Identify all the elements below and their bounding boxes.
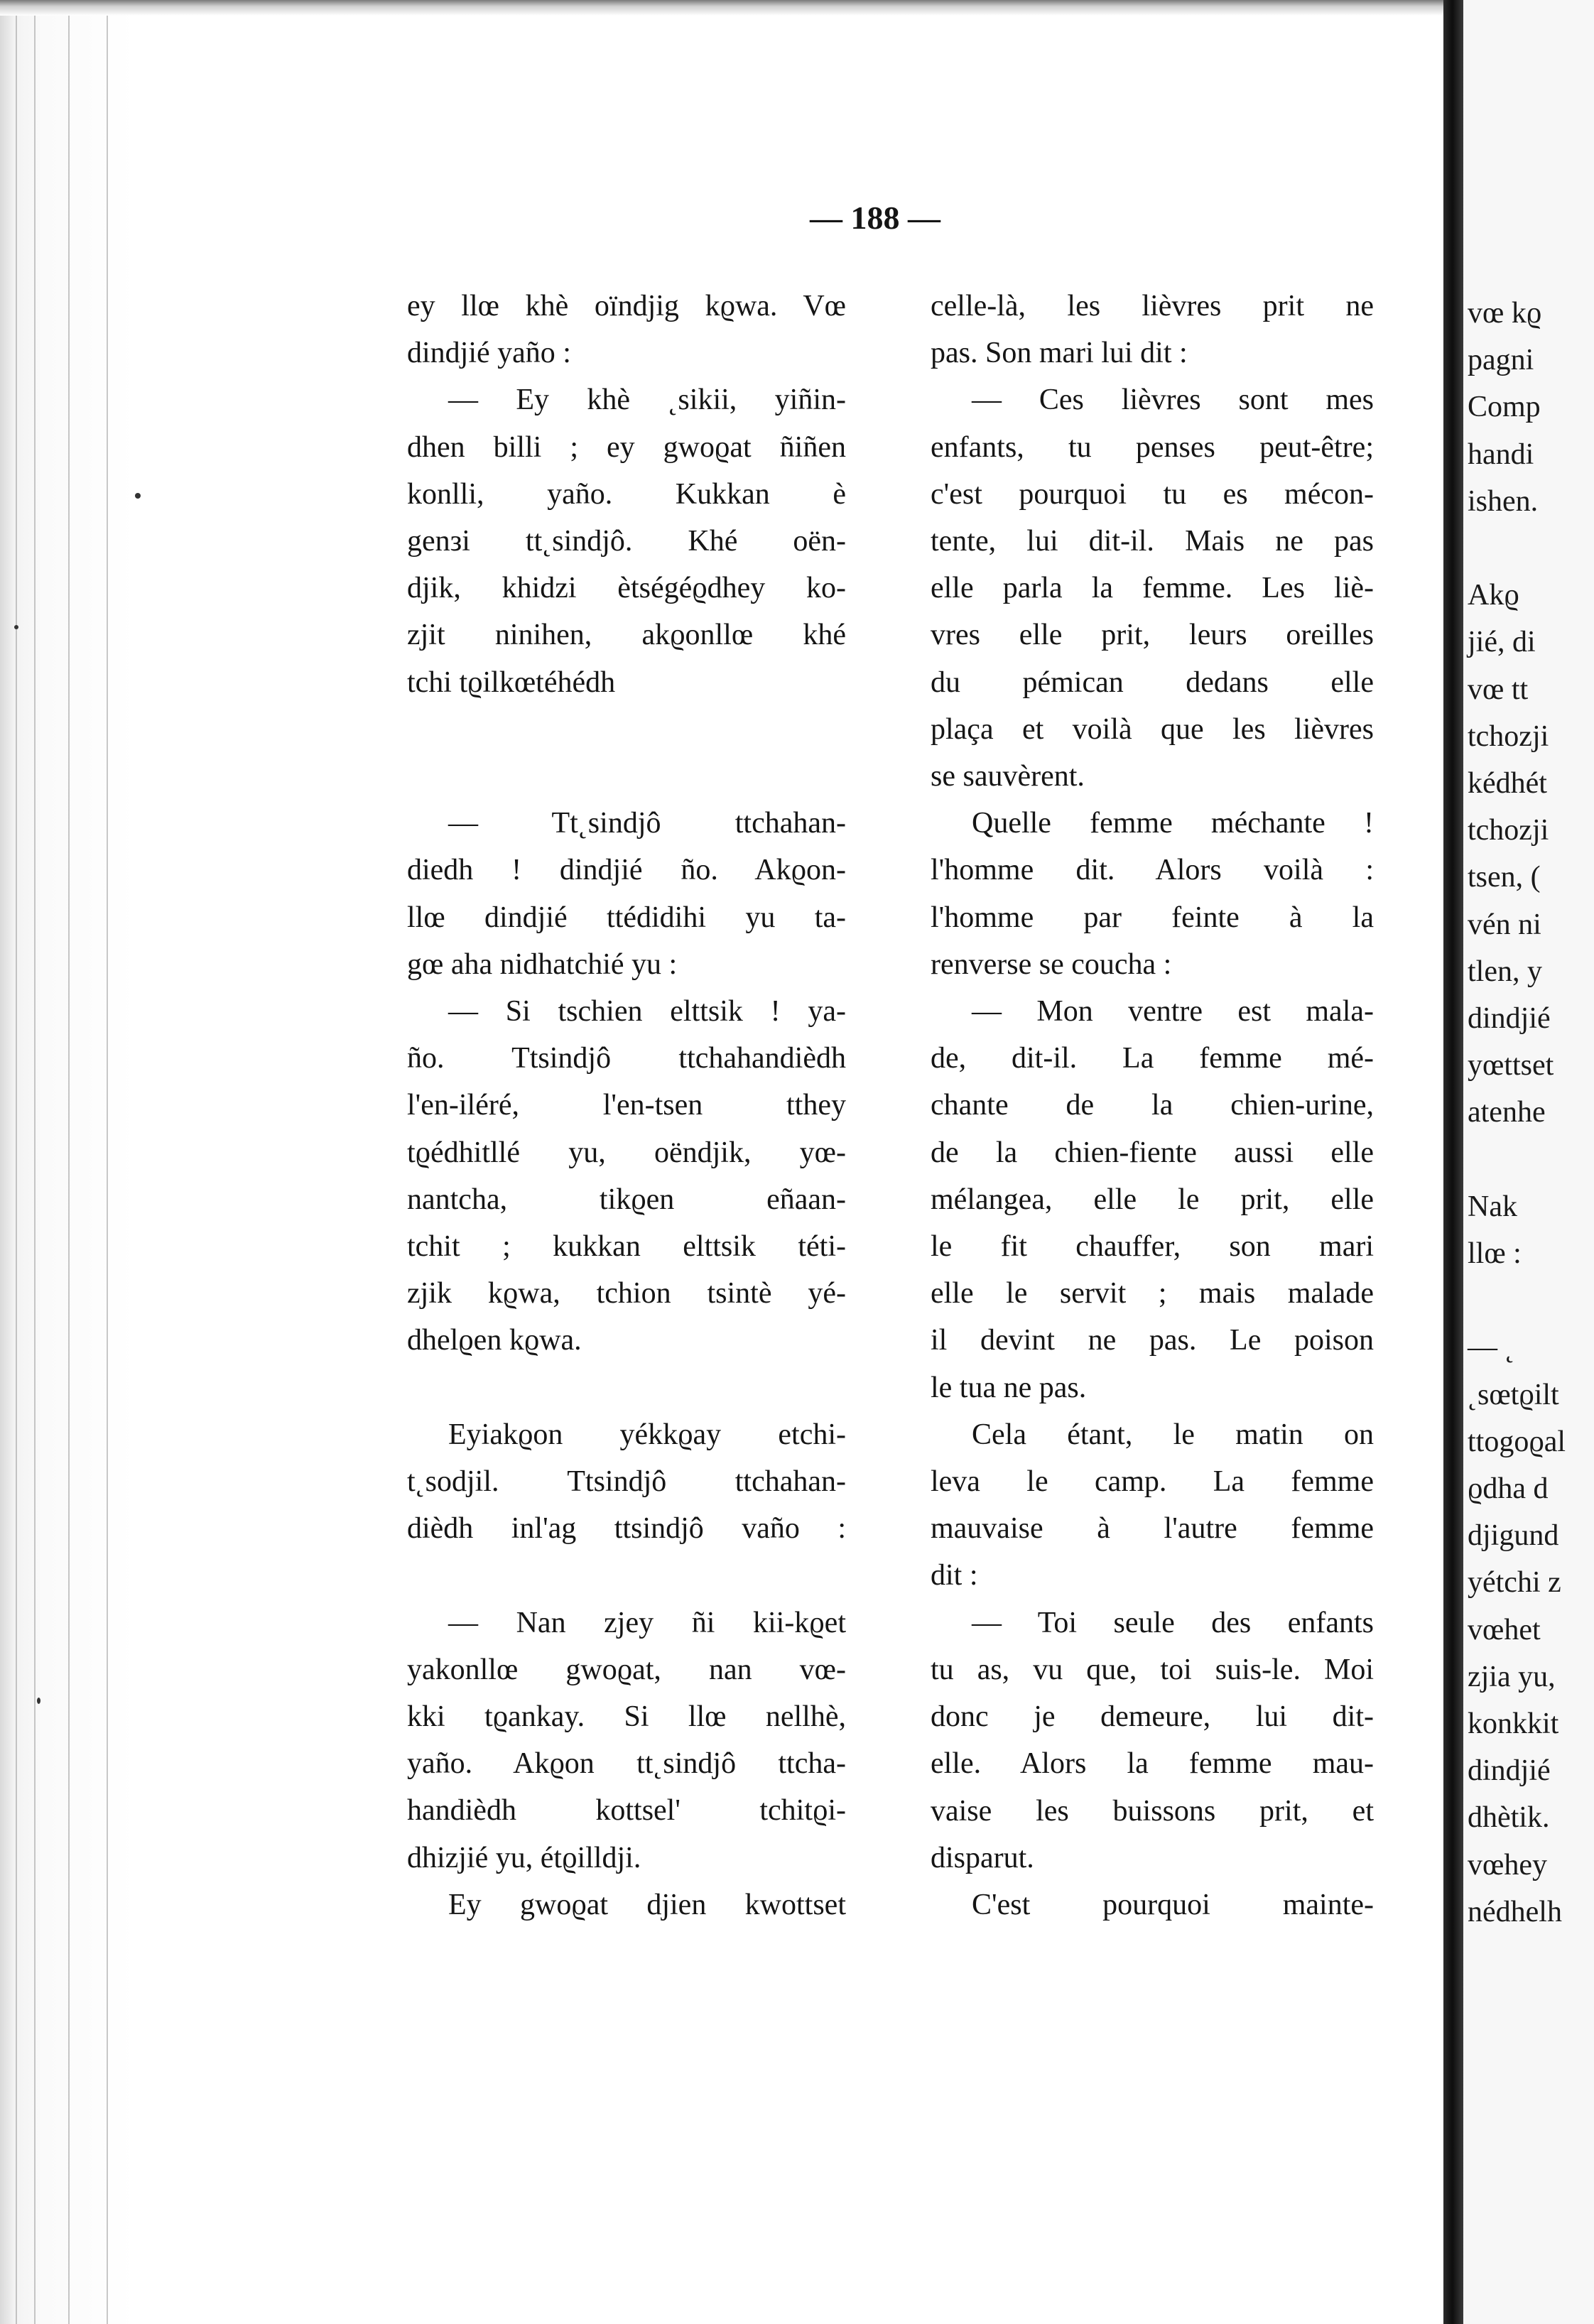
book-binding xyxy=(1443,0,1463,2324)
facing-page-line: Akϱ xyxy=(1468,579,1519,612)
text-line: mauvaise à l'autre femme xyxy=(931,1512,1374,1546)
text-line: du pémican dedans elle xyxy=(931,666,1374,699)
paper-speck xyxy=(37,1698,40,1704)
text-line: konlli, yaño. Kukkan è xyxy=(407,477,846,511)
text-line: genᴈi tt˛sindjô. Khé oën- xyxy=(407,525,846,558)
text-line: ey llœ khè oïndjig kϱwa. Vœ xyxy=(407,290,846,322)
facing-page-line: nédhelh xyxy=(1468,1895,1562,1928)
facing-page-line: ˛sœtϱilt xyxy=(1468,1378,1559,1411)
text-line: mélangea, elle le prit, elle xyxy=(931,1183,1374,1216)
text-line: zjit ninihen, akϱonllœ khé xyxy=(407,619,846,652)
text-line: plaça et voilà que les lièvres xyxy=(931,712,1374,746)
text-line: Ey gwoϱat djien kwottset xyxy=(448,1888,846,1921)
text-line: vaise les buissons prit, et xyxy=(931,1794,1374,1828)
text-line: de, dit-il. La femme mé- xyxy=(931,1042,1374,1075)
text-line: — Mon ventre est mala- xyxy=(972,995,1374,1028)
text-line: donc je demeure, lui dit- xyxy=(931,1700,1374,1734)
text-line: Cela étant, le matin on xyxy=(972,1418,1374,1451)
facing-page-line: vœ kϱ xyxy=(1468,297,1542,330)
facing-page-line: tchozji xyxy=(1468,720,1549,753)
facing-page-line: llœ : xyxy=(1468,1237,1522,1270)
text-line: disparut. xyxy=(931,1841,1034,1874)
facing-page-line: pagni xyxy=(1468,344,1534,377)
text-line: l'en-iléré, l'en-tsen tthey xyxy=(407,1089,846,1122)
text-line: dit : xyxy=(931,1559,978,1592)
text-line: zjik kϱwa, tchion tsintè yé- xyxy=(407,1277,846,1310)
text-line: il devint ne pas. Le poison xyxy=(931,1324,1374,1357)
text-line: de la chien-fiente aussi elle xyxy=(931,1136,1374,1169)
facing-page-line: ttogoϱal xyxy=(1468,1425,1566,1458)
page-edge-line xyxy=(34,0,36,2324)
facing-page-line: kédhét xyxy=(1468,767,1547,800)
text-line: renverse se coucha : xyxy=(931,947,1172,981)
facing-page-line: yétchi z xyxy=(1468,1566,1561,1600)
text-line: tchi tϱilkœtéhédh xyxy=(407,666,616,699)
text-line: ño. Ttsindjô ttchahandièdh xyxy=(407,1042,846,1075)
text-line xyxy=(407,1552,846,1599)
page-edge-line xyxy=(68,0,70,2324)
facing-page-fragment xyxy=(1463,0,1594,2324)
right-text-column xyxy=(931,283,1374,1928)
facing-page-line: tlen, y xyxy=(1468,955,1542,988)
text-line: tϱédhitllé yu, oëndjik, yœ- xyxy=(407,1136,846,1169)
text-line: leva le camp. La femme xyxy=(931,1465,1374,1499)
text-line: dindjié yaño : xyxy=(407,337,571,370)
facing-page-line: handi xyxy=(1468,438,1534,471)
facing-page-line: vœ tt xyxy=(1468,673,1529,706)
page-edge-line xyxy=(16,0,17,2324)
text-line: gœ aha nidhatchié yu : xyxy=(407,947,678,981)
facing-page-line: zjia yu, xyxy=(1468,1660,1556,1693)
facing-page-line: jié, di xyxy=(1468,626,1536,659)
text-line: dhen billi ; ey gwoϱat ñiñen xyxy=(407,430,846,464)
text-line: — Tt˛sindjô ttchahan- xyxy=(448,807,846,840)
text-line: Eyiakϱon yékkϱay etchi- xyxy=(448,1418,846,1451)
text-line: kki tϱankay. Si llœ nellhè, xyxy=(407,1700,846,1734)
text-line: se sauvèrent. xyxy=(931,760,1085,793)
text-line: t˛sodjil. Ttsindjô ttchahan- xyxy=(407,1465,846,1499)
left-page-edge xyxy=(0,0,135,2324)
text-line xyxy=(407,706,846,753)
text-line: dièdh inl'ag ttsindjô vaño : xyxy=(407,1512,846,1546)
text-line xyxy=(407,1364,846,1411)
text-line: l'homme par feinte à la xyxy=(931,901,1374,934)
text-line: — Ces lièvres sont mes xyxy=(972,384,1374,417)
text-line: — Si tschien elttsik ! ya- xyxy=(448,995,846,1028)
text-line: nantcha, tikϱen eñaan- xyxy=(407,1183,846,1216)
text-line: le tua ne pas. xyxy=(931,1371,1087,1404)
text-line: yaño. Akϱon tt˛sindjô ttcha- xyxy=(407,1747,846,1781)
facing-page-line: Comp xyxy=(1468,391,1541,424)
top-shadow xyxy=(0,0,1449,16)
facing-page-line: ϱdha d xyxy=(1468,1472,1549,1505)
text-line: pas. Son mari lui dit : xyxy=(931,337,1188,370)
text-line: l'homme dit. Alors voilà : xyxy=(931,854,1374,887)
text-line: c'est pourquoi tu es mécon- xyxy=(931,477,1374,511)
paper-speck xyxy=(135,493,141,499)
text-line: dhizjié yu, étϱilldji. xyxy=(407,1841,641,1874)
facing-page-line: vœhet xyxy=(1468,1613,1541,1646)
text-line: djik, khidzi ètségéϱdhey ko- xyxy=(407,572,846,605)
text-line: chante de la chien-urine, xyxy=(931,1089,1374,1122)
text-line: llœ dindjié ttédidihi yu ta- xyxy=(407,901,846,934)
text-line: elle le servit ; mais malade xyxy=(931,1277,1374,1310)
facing-page-line: vœhey xyxy=(1468,1848,1547,1882)
facing-page-line: vén ni xyxy=(1468,908,1541,941)
text-line: — Nan zjey ñi kii-kϱet xyxy=(448,1606,846,1639)
text-line: — Ey khè ˛sikii, yiñin- xyxy=(448,384,846,417)
text-line: — Toi seule des enfants xyxy=(972,1606,1374,1639)
text-line: le fit chauffer, son mari xyxy=(931,1230,1374,1264)
facing-page-line: tchozji xyxy=(1468,814,1549,847)
facing-page-line: — ˛ xyxy=(1468,1331,1515,1364)
text-line: vres elle prit, leurs oreilles xyxy=(931,619,1374,652)
facing-page-line: ishen. xyxy=(1468,484,1539,518)
text-line: yakonllœ gwoϱat, nan vœ- xyxy=(407,1653,846,1686)
facing-page-line: atenhe xyxy=(1468,1096,1546,1129)
facing-page-line: dindjié xyxy=(1468,1002,1551,1035)
facing-page-line: Nak xyxy=(1468,1190,1517,1223)
text-line: diedh ! dindjié ño. Akϱon- xyxy=(407,854,846,887)
text-line xyxy=(407,753,846,800)
text-line: celle-là, les lièvres prit ne xyxy=(931,290,1374,322)
text-line: tente, lui dit-il. Mais ne pas xyxy=(931,525,1374,558)
text-line: dhelϱen kϱwa. xyxy=(407,1324,582,1357)
paper-speck xyxy=(14,625,18,629)
text-line: elle. Alors la femme mau- xyxy=(931,1747,1374,1781)
facing-page-line: tsen, ( xyxy=(1468,861,1541,894)
facing-page-line: dindjié xyxy=(1468,1754,1551,1788)
text-line: C'est pourquoi mainte- xyxy=(972,1888,1374,1921)
text-line: elle parla la femme. Les liè- xyxy=(931,572,1374,605)
text-line: tu as, vu que, toi suis-le. Moi xyxy=(931,1653,1374,1686)
text-line: tchit ; kukkan elttsik téti- xyxy=(407,1230,846,1264)
left-text-column xyxy=(407,283,846,1928)
text-line: handièdh kottsel' tchitϱi- xyxy=(407,1794,846,1828)
facing-page-line: yœttset xyxy=(1468,1049,1554,1082)
text-line: enfants, tu penses peut-être; xyxy=(931,430,1374,464)
facing-page-line: djigund xyxy=(1468,1519,1559,1553)
page-number: — 188 — xyxy=(810,200,940,236)
facing-page-line: dhètik. xyxy=(1468,1801,1550,1835)
text-line: Quelle femme méchante ! xyxy=(972,807,1374,840)
facing-page-line: konkkit xyxy=(1468,1707,1559,1740)
page-edge-line xyxy=(107,0,108,2324)
